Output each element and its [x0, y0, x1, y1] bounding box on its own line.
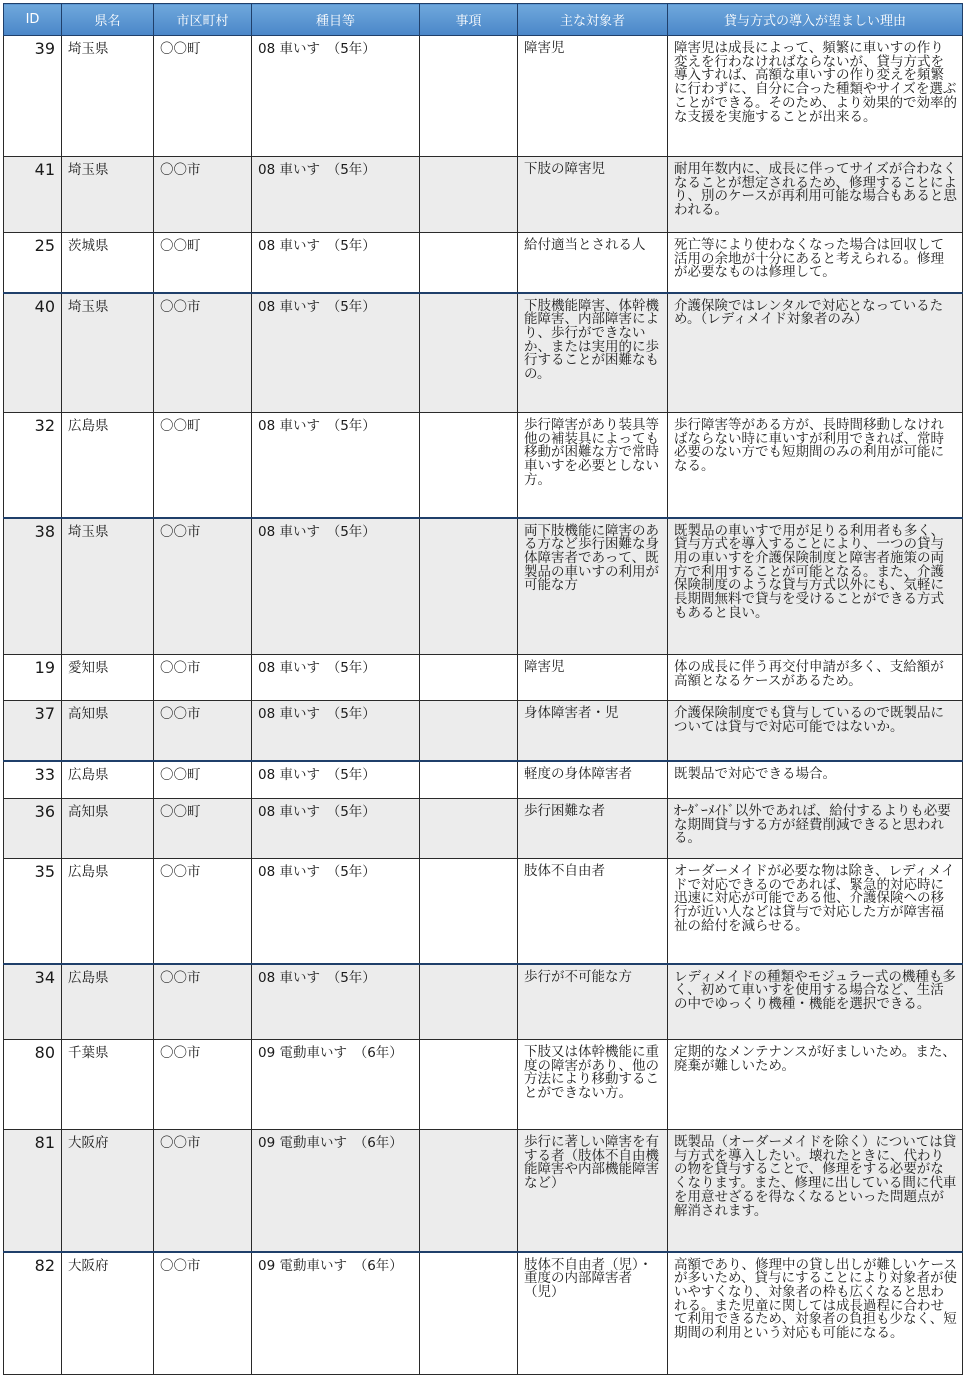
- cell-target: 肢体不自由者: [518, 859, 668, 964]
- cell-id: 25: [4, 233, 62, 293]
- table-row: [4, 799, 963, 859]
- col-header-target: 主な対象者: [518, 4, 668, 36]
- table-row: [4, 413, 963, 518]
- cell-id: 38: [4, 518, 62, 655]
- cell-target: 給付適当とされる人: [518, 233, 668, 293]
- cell-reason: 障害児は成長によって、頻繁に車いすの作り変えを行わなければならないが、貸与方式を導入すれば、高額な車いすの作り変えを頻繁に行わずに、自分に合った種類やサイズを選ぶことができる。そのため、より効果的で効率的な支援を実施することが出来る。: [668, 36, 963, 157]
- cell-reason: 既製品で対応できる場合。: [668, 761, 963, 799]
- table-row: [4, 233, 963, 293]
- cell-city: 〇〇市: [154, 964, 252, 1040]
- cell-target: 下肢の障害児: [518, 157, 668, 233]
- cell-city: 〇〇市: [154, 518, 252, 655]
- cell-reason: オーダーメイドが必要な物は除き、レディメイドで対応できるのであれば、緊急的対応時に迅速に対応が可能である他、介護保険への移行が近い人などは貸与で対応した方が障害福祉の給付を減らせる。: [668, 859, 963, 964]
- cell-matter: [420, 413, 518, 518]
- cell-id: 34: [4, 964, 62, 1040]
- cell-matter: [420, 799, 518, 859]
- cell-pref: 千葉県: [62, 1040, 154, 1130]
- cell-matter: [420, 701, 518, 761]
- cell-reason: 耐用年数内に、成長に伴ってサイズが合わなくなることが想定されるため、修理することにより、別のケースが再利用可能な場合もあると思われる。: [668, 157, 963, 233]
- document-page: [3, 3, 962, 1375]
- cell-matter: [420, 36, 518, 157]
- cell-id: 82: [4, 1252, 62, 1375]
- col-header-id: ID: [4, 4, 62, 36]
- cell-pref: 広島県: [62, 761, 154, 799]
- cell-city: 〇〇町: [154, 36, 252, 157]
- cell-matter: [420, 1130, 518, 1252]
- col-header-pref: 県名: [62, 4, 154, 36]
- cell-pref: 大阪府: [62, 1252, 154, 1375]
- cell-item: 08 車いす （5年）: [252, 761, 420, 799]
- cell-pref: 高知県: [62, 701, 154, 761]
- cell-id: 32: [4, 413, 62, 518]
- cell-matter: [420, 518, 518, 655]
- cell-pref: 大阪府: [62, 1130, 154, 1252]
- cell-item: 08 車いす （5年）: [252, 799, 420, 859]
- cell-item: 09 電動車いす （6年）: [252, 1252, 420, 1375]
- cell-target: 下肢機能障害、体幹機能障害、内部障害により、歩行ができないか、または実用的に歩行することが困難なもの。: [518, 293, 668, 413]
- cell-matter: [420, 761, 518, 799]
- cell-target: 歩行困難な者: [518, 799, 668, 859]
- cell-id: 80: [4, 1040, 62, 1130]
- cell-matter: [420, 964, 518, 1040]
- cell-item: 08 車いす （5年）: [252, 859, 420, 964]
- cell-target: 両下肢機能に障害のある方など歩行困難な身体障害者であって、既製品の車いすの利用が可能な方: [518, 518, 668, 655]
- cell-city: 〇〇町: [154, 233, 252, 293]
- table-row: [4, 36, 963, 157]
- cell-id: 41: [4, 157, 62, 233]
- cell-matter: [420, 1252, 518, 1375]
- cell-id: 39: [4, 36, 62, 157]
- cell-pref: 埼玉県: [62, 36, 154, 157]
- cell-pref: 埼玉県: [62, 293, 154, 413]
- table-row: [4, 157, 963, 233]
- cell-reason: 高額であり、修理中の貸し出しが難しいケースが多いため、貸与にすることにより対象者が使いやすくなり、対象者の枠も広くなると思われる。また児童に関しては成長過程に合わせて利用できるため、対象者の負担も少なく、短期間の利用という対応も可能になる。: [668, 1252, 963, 1375]
- table-row: [4, 1130, 963, 1252]
- col-header-item: 種目等: [252, 4, 420, 36]
- cell-item: 09 電動車いす （6年）: [252, 1040, 420, 1130]
- col-header-matter: 事項: [420, 4, 518, 36]
- table-row: [4, 1040, 963, 1130]
- cell-target: 肢体不自由者（児）・重度の内部障害者（児）: [518, 1252, 668, 1375]
- table-row: [4, 964, 963, 1040]
- cell-item: 08 車いす （5年）: [252, 964, 420, 1040]
- cell-id: 40: [4, 293, 62, 413]
- cell-id: 33: [4, 761, 62, 799]
- equipment-lending-table: [3, 3, 963, 1375]
- cell-city: 〇〇市: [154, 293, 252, 413]
- cell-reason: 死亡等により使わなくなった場合は回収して活用の余地が十分にあると考えられる。修理が必要なものは修理して。: [668, 233, 963, 293]
- cell-item: 08 車いす （5年）: [252, 701, 420, 761]
- col-header-city: 市区町村: [154, 4, 252, 36]
- col-header-reason: 貸与方式の導入が望ましい理由: [668, 4, 963, 36]
- cell-city: 〇〇市: [154, 1252, 252, 1375]
- cell-id: 81: [4, 1130, 62, 1252]
- cell-pref: 埼玉県: [62, 518, 154, 655]
- header-row: [4, 4, 963, 36]
- cell-target: 障害児: [518, 36, 668, 157]
- cell-reason: 体の成長に伴う再交付申請が多く、支給額が高額となるケースがあるため。: [668, 655, 963, 701]
- cell-id: 37: [4, 701, 62, 761]
- cell-pref: 広島県: [62, 964, 154, 1040]
- cell-item: 08 車いす （5年）: [252, 518, 420, 655]
- cell-pref: 広島県: [62, 413, 154, 518]
- table-row: [4, 1252, 963, 1375]
- cell-city: 〇〇町: [154, 761, 252, 799]
- cell-item: 08 車いす （5年）: [252, 655, 420, 701]
- cell-city: 〇〇町: [154, 799, 252, 859]
- cell-id: 36: [4, 799, 62, 859]
- cell-reason: 既製品の車いすで用が足りる利用者も多く、貸与方式を導入することにより、一つの貸与用の車いすを介護保険制度と障害者施策の両方で利用することが可能となる。また、介護保険制度のような貸与方式以外にも、気軽に長期間無料で貸与を受けることができる方式もあると良い。: [668, 518, 963, 655]
- cell-id: 19: [4, 655, 62, 701]
- table-row: [4, 701, 963, 761]
- cell-matter: [420, 293, 518, 413]
- cell-reason: 定期的なメンテナンスが好ましいため。また、廃棄が難しいため。: [668, 1040, 963, 1130]
- table-row: [4, 761, 963, 799]
- cell-matter: [420, 859, 518, 964]
- cell-item: 09 電動車いす （6年）: [252, 1130, 420, 1252]
- cell-pref: 高知県: [62, 799, 154, 859]
- cell-city: 〇〇市: [154, 859, 252, 964]
- cell-reason: 歩行障害等がある方が、長時間移動しなければならない時に車いすが利用できれば、常時必要のない方でも短期間のみの利用が可能になる。: [668, 413, 963, 518]
- cell-target: 歩行障害があり装具等他の補装具によっても移動が困難な方で常時車いすを必要としない方。: [518, 413, 668, 518]
- cell-target: 下肢又は体幹機能に重度の障害があり、他の方法により移動することができない方。: [518, 1040, 668, 1130]
- cell-pref: 広島県: [62, 859, 154, 964]
- cell-item: 08 車いす （5年）: [252, 293, 420, 413]
- cell-item: 08 車いす （5年）: [252, 157, 420, 233]
- cell-city: 〇〇市: [154, 701, 252, 761]
- cell-city: 〇〇市: [154, 1130, 252, 1252]
- cell-target: 歩行に著しい障害を有する者（肢体不自由機能障害や内部機能障害など）: [518, 1130, 668, 1252]
- cell-matter: [420, 1040, 518, 1130]
- cell-reason: ｵｰﾀﾞｰﾒｲﾄﾞ以外であれば、給付するよりも必要な期間貸与する方が経費削減できると思われる。: [668, 799, 963, 859]
- cell-item: 08 車いす （5年）: [252, 233, 420, 293]
- cell-city: 〇〇市: [154, 1040, 252, 1130]
- cell-reason: 介護保険ではレンタルで対応となっているため。（レディメイド対象者のみ）: [668, 293, 963, 413]
- cell-target: 歩行が不可能な方: [518, 964, 668, 1040]
- cell-id: 35: [4, 859, 62, 964]
- cell-matter: [420, 233, 518, 293]
- cell-pref: 埼玉県: [62, 157, 154, 233]
- cell-item: 08 車いす （5年）: [252, 413, 420, 518]
- cell-city: 〇〇市: [154, 655, 252, 701]
- cell-matter: [420, 157, 518, 233]
- table-row: [4, 859, 963, 964]
- cell-target: 障害児: [518, 655, 668, 701]
- cell-city: 〇〇市: [154, 157, 252, 233]
- cell-item: 08 車いす （5年）: [252, 36, 420, 157]
- cell-target: 軽度の身体障害者: [518, 761, 668, 799]
- cell-reason: 介護保険制度でも貸与しているので既製品については貸与で対応可能ではないか。: [668, 701, 963, 761]
- cell-reason: レディメイドの種類やモジュラー式の機種も多く、初めて車いすを使用する場合など、生活の中でゆっくり機種・機能を選択できる。: [668, 964, 963, 1040]
- cell-reason: 既製品（オーダーメイドを除く）については貸与方式を導入したい。壊れたときに、代わりの物を貸与することで、修理をする必要がなくなります。また、修理に出している間に代車を用意せざるを得なくなるといった問題点が解消されます。: [668, 1130, 963, 1252]
- table-row: [4, 518, 963, 655]
- cell-pref: 茨城県: [62, 233, 154, 293]
- cell-target: 身体障害者・児: [518, 701, 668, 761]
- cell-pref: 愛知県: [62, 655, 154, 701]
- table-row: [4, 293, 963, 413]
- table-row: [4, 655, 963, 701]
- cell-city: 〇〇町: [154, 413, 252, 518]
- cell-matter: [420, 655, 518, 701]
